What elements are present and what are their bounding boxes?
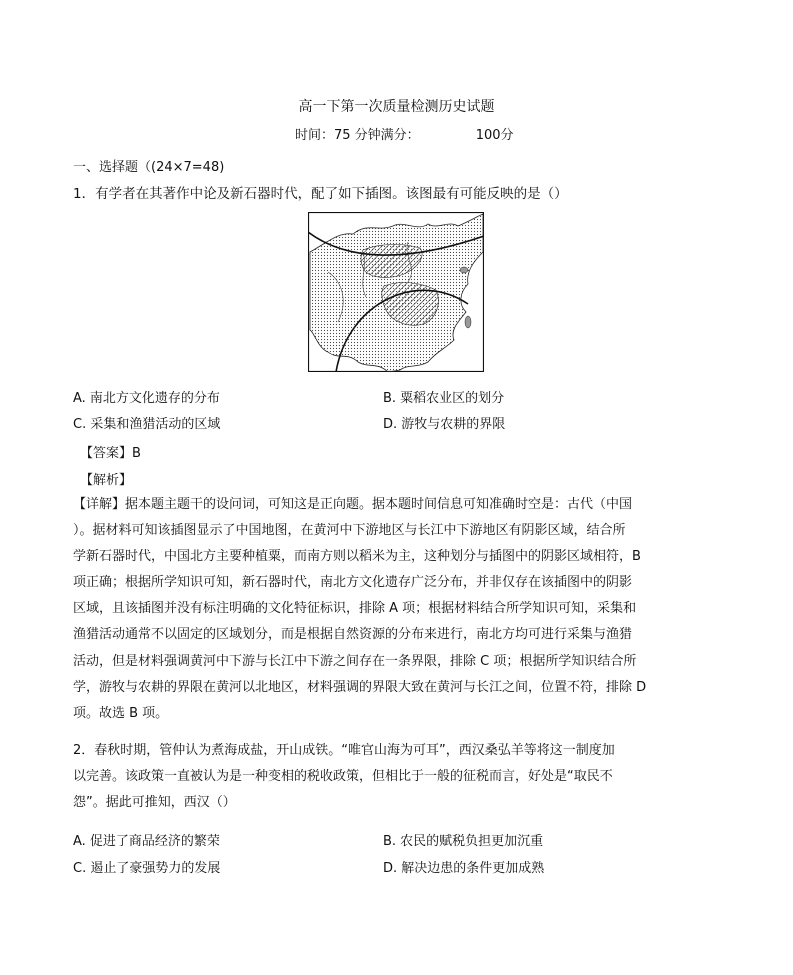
q2-stem-line: 以完善。该政策一直被认为是一种变相的税收政策，但相比于一般的征税而言，好处是“取民不 (73, 769, 613, 785)
q1-option-d: D. 游牧与农耕的界限 (383, 417, 506, 432)
q1-analysis-label: 【解析】 (80, 473, 133, 488)
detail-line: 学新石器时代，中国北方主要种植粟，而南方则以稻米为主，这种划分与插图中的阴影区域相符，B (73, 549, 641, 565)
q2-option-d: D. 解决边患的条件更加成熟 (383, 861, 545, 876)
page-title: 高一下第一次质量检测历史试题 (298, 99, 495, 115)
q2-stem-line: 2．春秋时期，管仲认为煮海成盐，开山成铁。“唯官山海为可耳”，西汉桑弘羊等将这一制度加 (73, 743, 615, 758)
q1-detail-explanation (73, 492, 689, 727)
q1-answer: 【答案】B (80, 446, 141, 461)
detail-line: 渔猎活动通常不以固定的区域划分，而是根据自然资源的分布来进行，南北方均可进行采集与渔猎 (73, 627, 633, 643)
q1-option-c: C. 采集和渔猎活动的区域 (73, 417, 221, 432)
time-label: 时间：75 分钟满分： (295, 128, 420, 143)
q2-option-b: B. 农民的赋税负担更加沉重 (383, 834, 544, 849)
q1-option-b: B. 粟稻农业区的划分 (383, 391, 505, 406)
detail-line: ）。据材料可知该插图显示了中国地图，在黄河中下游地区与长江中下游地区有阴影区域，结合所 (73, 523, 626, 539)
q2-stem-line: 怨”。据此可推知，西汉（） (73, 795, 236, 811)
score-label: 100分 (475, 128, 514, 143)
q2-option-a: A. 促进了商品经济的繁荣 (73, 834, 220, 849)
question-1-stem: 1．有学者在其著作中论及新石器时代，配了如下插图。该图最有可能反映的是（） (73, 186, 568, 202)
q2-option-c: C. 遏止了豪强势力的发展 (73, 861, 221, 876)
section-heading: 一、选择题（(24×7=48) (73, 160, 225, 175)
detail-line: 活动，但是材料强调黄河中下游与长江中下游之间存在一条界限，排除 C 项；根据所学知识结合所 (73, 653, 637, 669)
detail-line: 区域，且该插图并没有标注明确的文化特征标识，排除 A 项；根据材料结合所学知识可知，采集和 (73, 601, 637, 617)
question-2-stem (73, 738, 689, 816)
china-map-figure (308, 212, 484, 372)
detail-line: 项。故选 B 项。 (73, 705, 169, 721)
exam-time-score (295, 124, 514, 143)
detail-line: 【详解】据本题主题干的设问词，可知这是正向题。据本题时间信息可知准确时空是：古代（中国 (73, 497, 633, 512)
q1-option-a: A. 南北方文化遗存的分布 (73, 391, 220, 406)
detail-line: 项正确；根据所学知识可知，新石器时代，南北方文化遗存广泛分布，并非仅存在该插图中的阴影 (73, 575, 633, 591)
detail-line: 学，游牧与农耕的界限在黄河以北地区，材料强调的界限大致在黄河与长江之间，位置不符，排除 D (73, 679, 647, 695)
